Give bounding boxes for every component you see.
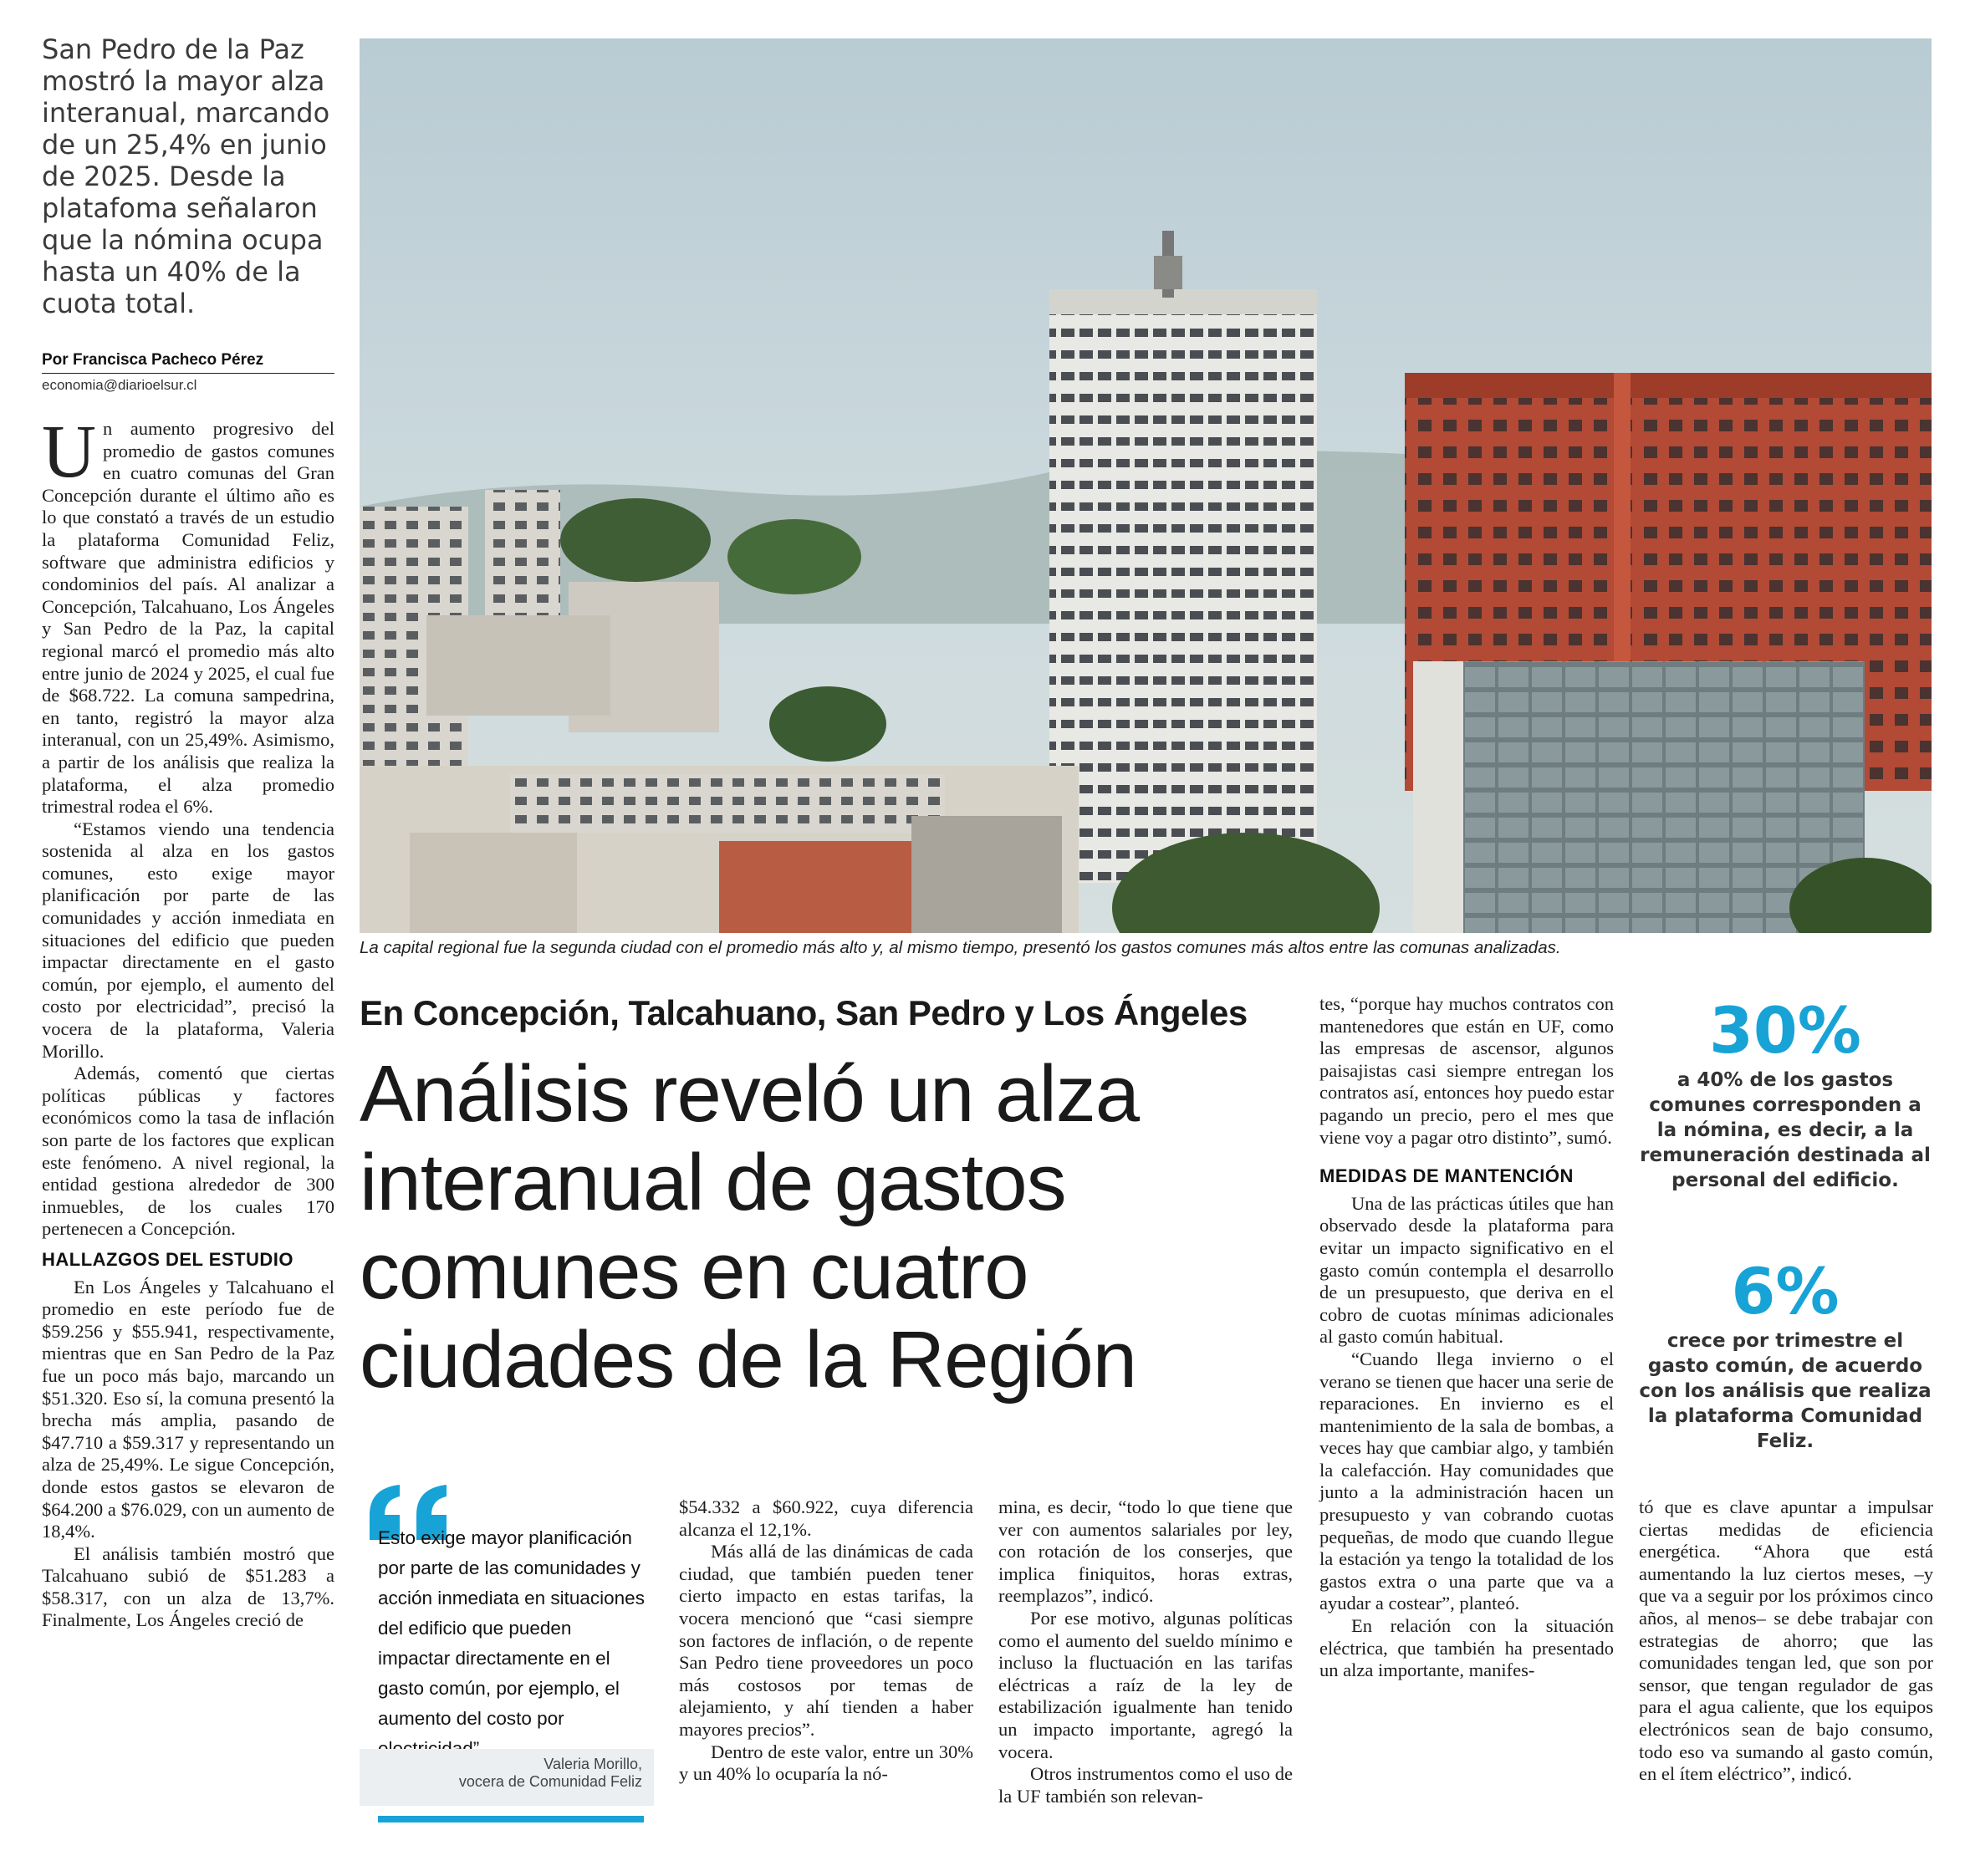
byline — [42, 351, 334, 394]
section-heading: HALLAZGOS DEL ESTUDIO — [42, 1248, 293, 1270]
kicker: En Concepción, Talcahuano, San Pedro y Los Ángeles — [360, 993, 1248, 1032]
quote-attribution-box — [360, 1749, 654, 1806]
article-column-3 — [679, 1496, 973, 1786]
stat-value: 6% — [1731, 1254, 1840, 1328]
paragraph: tes, “porque hay muchos contratos con mantenedores que están en UF, como las empresas de ascensor, algunos paisajistas casi siempre entregan los contratos así, entonces hoy puedo estar pagando un precio, pero el mes que viene voy a pagar otro distinto”, sumó. — [1319, 993, 1614, 1148]
paragraph: tó que es clave apuntar a impulsar ciertas medidas de eficiencia energética. “Ahora que está aumentando la luz ciertos meses, –y que va a seguir por los próximos cinco años, al menos– se debe trabajar con estrategias de ahorro; que las comunidades tengan led, que son por sensor, que tengan regulador de gas para el agua caliente, que los equipos electrónicos sean de bajo consumo, todo eso va sumando al gasto común, en el ítem eléctrico”, indicó. — [1639, 1496, 1933, 1785]
paragraph: El análisis también mostró que Talcahuano subió de $51.283 a $58.317, con un alza de 13,7%. Finalmente, Los Ángeles creció de — [42, 1542, 334, 1631]
photo-caption: La capital regional fue la segunda ciudad con el promedio más alto y, al mismo tiempo, presentó los gastos comunes más altos entre las comunas analizadas. — [360, 938, 1561, 957]
article-column-4 — [998, 1496, 1293, 1807]
headline-line: interanual de gastos — [360, 1138, 1066, 1227]
paragraph: En relación con la situación eléctrica, que también ha presentado un alza importante, manifes- — [1319, 1615, 1614, 1681]
paragraph: “Estamos viendo una tendencia sostenida al alza en los gastos comunes, esto exige mayor planificación por parte de las comunidades y acción inmediata en situaciones del edificio que pueden impactar directamente en el gasto común, por ejemplo, el aumento del costo por electricidad”, precisó la vocera de la plataforma, Valeria Morillo. — [42, 818, 334, 1062]
article-column-1 — [42, 410, 334, 1632]
headline — [360, 1050, 1296, 1404]
lead-summary: San Pedro de la Paz mostró la mayor alza interanual, marcando de un 25,4% en junio de 2025. Desde la platafoma señalaron que la nómina ocupa hasta un 40% de la cuota total. — [42, 33, 330, 319]
paragraph: En Los Ángeles y Talcahuano el promedio en este período fue de $59.256 y $55.941, respectivamente, mientras que en San Pedro de la Paz fue un poco más bajo, marcando un $51.320. Eso sí, la comuna presentó la brecha más amplia, pasando de $47.710 a $59.317 y representando un alza de 25,49%. Le sigue Concepción, donde estos gastos se elevaron de $64.200 a $76.029, con un aumento de 18,4%. — [42, 1276, 334, 1542]
paragraph: Más allá de las dinámicas de cada ciudad, que también pueden tener cierto impacto en estas tarifas, la vocera mencionó que “casi siempre son factores de inflación, o de repente San Pedro tiene proveedores un poco más costosos por temas de alejamiento, y ahí tienden a haber mayores precios”. — [679, 1541, 973, 1740]
quote-accent-bar — [378, 1816, 644, 1822]
paragraph: Otros instrumentos como el uso de la UF también son relevan- — [998, 1763, 1293, 1807]
stat-description: a 40% de los gastos comunes corresponden a la nómina, es decir, a la remuneración destinada al personal del edificio. — [1640, 1069, 1931, 1191]
headline-line: comunes en cuatro — [360, 1226, 1028, 1316]
byline-email[interactable]: economia@diarioelsur.cl — [42, 377, 197, 393]
headline-line: ciudades de la Región — [360, 1315, 1137, 1404]
paragraph: n aumento progresivo del promedio de gastos comunes en cuatro comunas del Gran Concepción durante el último año es lo que constató a través de un estudio la plataforma Comunidad Feliz, software que administra edificios y condominios del país. Al analizar a Concepción, Talcahuano, Los Ángeles y San Pedro de la Paz, la capital regional marcó el promedio más alto entre junio de 2024 y 2025, el cual fue de $68.722. La comuna sampedrina, en tanto, registró la mayor alza interanual, con un 25,49%. Asimismo, a partir de los análisis que realiza la plataforma, el alza promedio trimestral rodea el 6%. — [42, 418, 334, 818]
pull-quote: Esto exige mayor planificación por parte de las comunidades y acción inmediata en situaciones del edificio que pueden impactar directamente en el gasto común, por ejemplo, el aumento del costo por — [378, 1527, 645, 1729]
city-skyline-photo — [360, 38, 1932, 933]
article-column-6 — [1639, 1496, 1933, 1786]
stat-value: 30% — [1709, 993, 1861, 1068]
paragraph: Además, comentó que ciertas políticas públicas y factores económicos como la tasa de inflación son parte de los factores que explican este fenómeno. A nivel regional, la entidad gestiona alrededor de 300 inmuebles, de los cuales 170 pertenecen a Concepción. — [42, 1063, 334, 1240]
drop-cap: U — [42, 410, 96, 493]
stat-description: crece por trimestre el gasto común, de acuerdo con los análisis que realiza la plataforma Comunidad Feliz. — [1639, 1330, 1932, 1452]
paragraph: Dentro de este valor, entre un 30% y un 40% lo ocuparía la nó- — [679, 1741, 973, 1785]
byline-author: Por Francisca Pacheco Pérez — [42, 351, 334, 374]
section-heading: MEDIDAS DE MANTENCIÓN — [1319, 1165, 1574, 1187]
paragraph: $54.332 a $60.922, cuya diferencia alcanza el 12,1%. — [679, 1496, 973, 1540]
paragraph: Una de las prácticas útiles que han observado desde la plataforma para evitar un impacto significativo en el gasto común contempla el desarrollo de un presupuesto, que deriva en el cobro de cuotas mínimas adicionales al gasto común habitual. — [1319, 1192, 1614, 1348]
headline-line: Análisis reveló un alza — [360, 1049, 1140, 1139]
stat-block-2 — [1639, 1254, 1932, 1454]
paragraph: Por ese motivo, algunas políticas como el aumento del sueldo mínimo e incluso la fluctuación en las tarifas eléctricas a raíz de la ley de estabilización igualmente han tenido un impacto importante, agregó la vocera. — [998, 1607, 1293, 1762]
paragraph: “Cuando llega invierno o el verano se tienen que hacer una serie de reparaciones. En invierno es el mantenimiento de la sala de bombas, a veces hay que cambiar algo, y también la calefacción. Hay comunidades que junto a la administración hacen un presupuesto y van cobrando cuotas pequeñas, de modo que cuando llegue la estación ya tengo la totalidad de los gastos extra o una parte que va a ayudar a costear”, planteó. — [1319, 1348, 1614, 1614]
quote-author-role: vocera de Comunidad Feliz — [458, 1773, 642, 1790]
stat-block-1 — [1639, 993, 1932, 1193]
quote-author: Valeria Morillo, — [544, 1756, 642, 1772]
paragraph: mina, es decir, “todo lo que tiene que ver con aumentos salariales por ley, con rotación de los conserjes, que implica finiquitos, horas extras, reemplazos”, indicó. — [998, 1496, 1293, 1607]
article-column-5 — [1319, 993, 1614, 1682]
